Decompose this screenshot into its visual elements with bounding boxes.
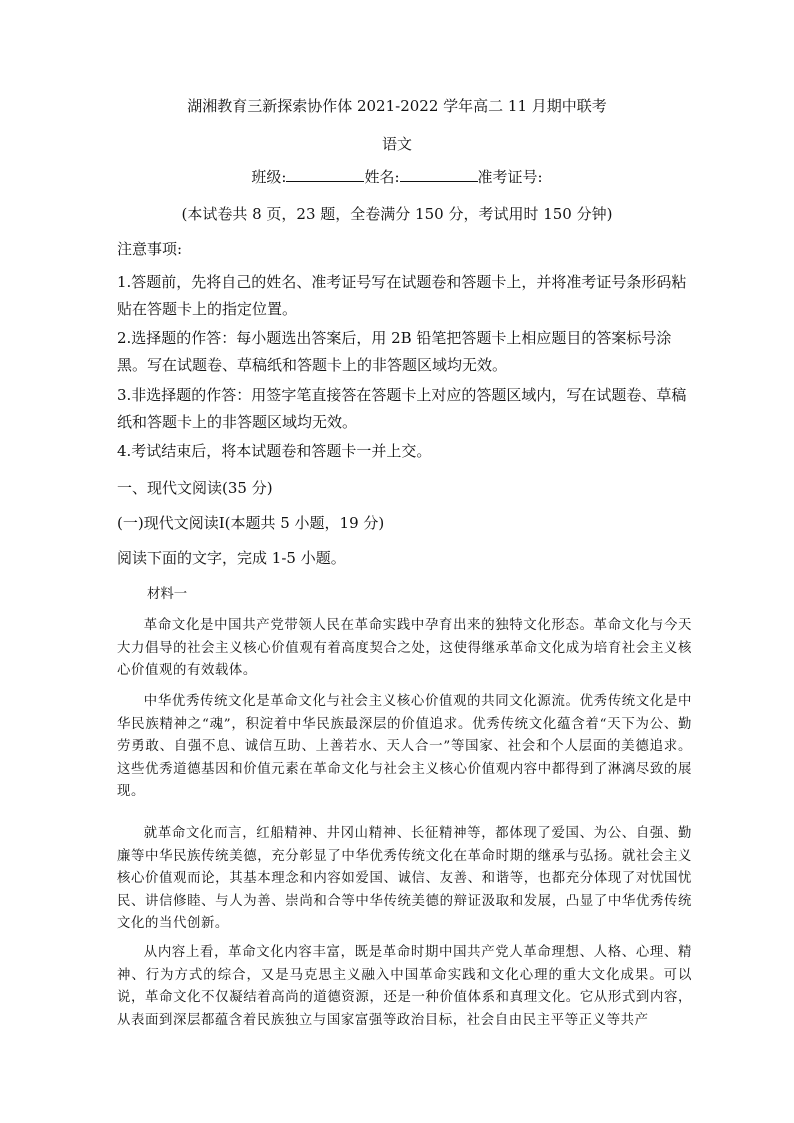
section-heading: 一、现代文阅读(35 分) [117,479,273,497]
paragraph-4: 从内容上看，革命文化内容丰富，既是革命时期中国共产党人革命理想、人格、心理、精神、行为方式的综合，又是马克思主义融入中国革命实践和文化心理的重大文化成果。可以说，革命文化不仅凝结着高尚的道德资源，还是一种价值体系和真理文化。它从形式到内容，从表面到深层都蕴含着民族独立与国家富强等政治目标，社会自由民主平等正义等共产 [117,945,692,1028]
paragraph-2: 中华优秀传统文化是革命文化与社会主义核心价值观的共同文化源流。优秀传统文化是中华民族精神之“魂”，积淀着中华民族最深层的价值追求。优秀传统文化蕴含着“天下为公、勤劳勇敢、自强不息、诚信互助、上善若水、天人合一”等国家、社会和个人层面的美德追求。这些优秀道德基因和价值元素在革命文化与社会主义核心价值观内容中都得到了淋漓尽致的展现。 [117,694,692,799]
exam-subject: 语文 [381,135,412,153]
instruction: 阅读下面的文字，完成 1-5 小题。 [117,549,346,567]
notice-item-3: 3.非选择题的作答：用签字笔直接答在答题卡上对应的答题区域内，写在试题卷、草稿纸和答题卡上的非答题区域均无效。 [117,386,687,431]
notice-item-4: 4.考试结束后，将本试题卷和答题卡一并上交。 [117,442,432,460]
paragraph-1: 革命文化是中国共产党带领人民在革命实践中孕育出来的独特文化形态。革命文化与今天大力倡导的社会主义核心价值观有着高度契合之处，这使得继承革命文化成为培育社会主义核心价值观的有效载体。 [117,618,692,678]
notice-item-1: 1.答题前，先将自己的姓名、准考证号写在试题卷和答题卡上，并将准考证号条形码粘贴在答题卡上的指定位置。 [117,273,687,318]
exam-meta: (本试卷共 8 页，23 题，全卷满分 150 分，考试用时 150 分钟) [181,205,613,223]
notice-item-2: 2.选择题的作答：每小题选出答案后，用 2B 铅笔把答题卡上相应题目的答案标号涂黑。写在试题卷、草稿纸和答题卡上的非答题区域均无效。 [117,329,672,374]
material-label: 材料一 [147,587,188,602]
class-label: 班级: [251,168,287,186]
class-blank [286,167,364,182]
name-blank [400,167,478,182]
student-info-line [0,166,794,187]
exam-no-label: 准考证号: [477,168,543,186]
paragraph-3: 就革命文化而言，红船精神、井冈山精神、长征精神等，都体现了爱国、为公、自强、勤廉等中华民族传统美德，充分彰显了中华优秀传统文化在革命时期的继承与弘扬。就社会主义核心价值观而论，其基本理念和内容如爱国、诚信、友善、和谐等，也都充分体现了对忧国忧民、讲信修睦、与人为善、崇尚和合等中华传统美德的辩证汲取和发展，凸显了中华优秀传统文化的当代创新。 [117,826,692,931]
exam-title: 湖湘教育三新探索协作体 2021-2022 学年高二 11 月期中联考 [187,97,607,115]
notice-heading: 注意事项: [117,240,183,258]
sub-section-heading: (一)现代文阅读Ⅰ(本题共 5 小题，19 分) [117,514,385,532]
name-label: 姓名: [364,168,400,186]
